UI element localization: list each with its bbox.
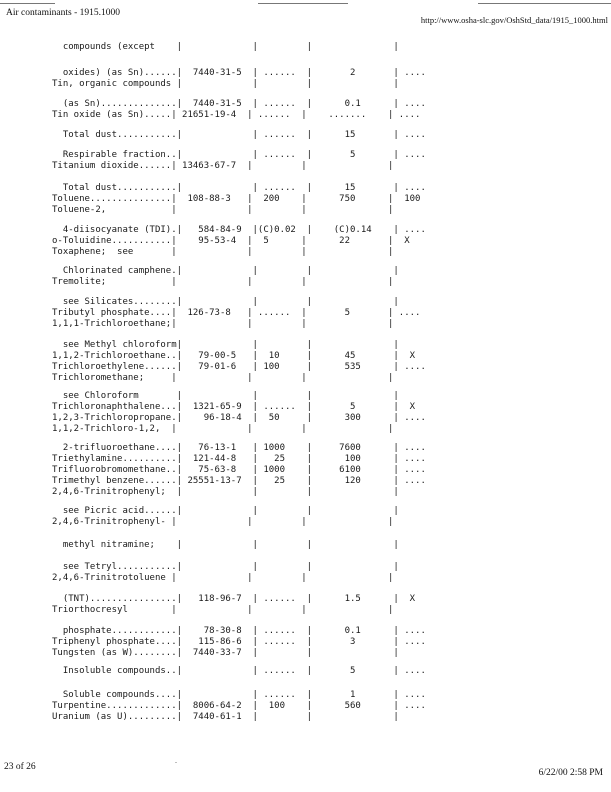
table-row-line: methyl nitramine; | | | | bbox=[52, 540, 399, 550]
table-row-line: (as Sn)..............| 7440-31-5 | ...... | 0.1 | .... bbox=[52, 99, 426, 109]
table-row-line: 2,4,6-Trinitrophenyl; | | | | bbox=[52, 487, 399, 497]
table-row-line: Tin oxide (as Sn).....| 21651-19-4 | ...... | ....... | .... bbox=[52, 110, 421, 120]
page-number: 23 of 26 bbox=[4, 762, 36, 772]
table-row-line: Toluene-2, | | | | bbox=[52, 205, 394, 215]
table-row-line: Triorthocresyl | | | | bbox=[52, 605, 394, 615]
table-row-line: Triethylamine..........| 121-44-8 | 25 | 100 | .... bbox=[52, 454, 426, 464]
table-row-line: Total dust...........| | ...... | 15 | .... bbox=[52, 130, 426, 140]
print-timestamp: 6/22/00 2:58 PM bbox=[538, 768, 603, 778]
table-row-line: 2,4,6-Trinitrophenyl- | | | | bbox=[52, 517, 394, 527]
table-row-line: phosphate............| 78-30-8 | ...... | 0.1 | .... bbox=[52, 626, 426, 636]
table-row-line: see Silicates........| | | | bbox=[52, 297, 399, 307]
table-row-line: Soluble compounds....| | ...... | 1 | .... bbox=[52, 690, 426, 700]
table-row-line: Toluene...............| 108-88-3 | 200 | 750 | 100 bbox=[52, 194, 421, 204]
table-row-line: 4-diisocyanate (TDI).| 584-84-9 |(C)0.02 | (C)0.14 | .... bbox=[52, 225, 426, 235]
table-row-line: see Chloroform | | | | bbox=[52, 391, 399, 401]
page-title: Air contaminants - 1915.1000 bbox=[6, 8, 120, 18]
table-row-line: compounds (except | | | | bbox=[52, 42, 399, 52]
table-row-line: 1,1,2-Trichloro-1,2, | | | | bbox=[52, 424, 394, 434]
table-row-line: Tributyl phosphate....| 126-73-8 | ...... | 5 | .... bbox=[52, 308, 421, 318]
table-row-line: Insoluble compounds..| | ...... | 5 | .... bbox=[52, 666, 426, 676]
table-row-line: Tungsten (as W)........| 7440-33-7 | | | bbox=[52, 648, 399, 658]
table-row-line: Tremolite; | | | | bbox=[52, 277, 394, 287]
table-row-line: Trichloronaphthalene...| 1321-65-9 | ...... | 5 | X bbox=[52, 402, 416, 412]
table-row-line: Uranium (as U).........| 7440-61-1 | | | bbox=[52, 712, 399, 722]
table-row-line: Titanium dioxide......| 13463-67-7 | | | bbox=[52, 161, 394, 171]
table-row-line: Trifluorobromomethane..| 75-63-8 | 1000 | 6100 | .... bbox=[52, 465, 426, 475]
table-row-line: Toxaphene; see | | | | bbox=[52, 247, 394, 257]
table-row-line: Chlorinated camphene.| | | | bbox=[52, 266, 399, 276]
table-row-line: Respirable fraction..| | ...... | 5 | .... bbox=[52, 150, 426, 160]
table-row-line: o-Toluidine...........| 95-53-4 | 5 | 22 | X bbox=[52, 236, 410, 246]
table-row-line: see Methyl chloroform| | | | bbox=[52, 340, 399, 350]
table-row-line: 2,4,6-Trinitrotoluene | | | | bbox=[52, 573, 394, 583]
table-row-line: see Picric acid......| | | | bbox=[52, 506, 399, 516]
table-row-line: Total dust...........| | ...... | 15 | .... bbox=[52, 183, 426, 193]
table-row-line: 2-trifluoroethane....| 76-13-1 | 1000 | 7600 | .... bbox=[52, 443, 426, 453]
table-row-line: see Tetryl...........| | | | bbox=[52, 562, 399, 572]
table-row-line: (TNT)................| 118-96-7 | ...... | 1.5 | X bbox=[52, 594, 416, 604]
table-row-line: Trimethyl benzene......| 25551-13-7 | 25 | 120 | .... bbox=[52, 476, 426, 486]
table-row-line: Tin, organic compounds | | | | bbox=[52, 79, 399, 89]
table-row-line: 1,2,3-Trichloropropane.| 96-18-4 | 50 | 300 | .... bbox=[52, 413, 426, 423]
table-row-line: Turpentine.............| 8006-64-2 | 100 | 560 | .... bbox=[52, 701, 426, 711]
footer-mark: . bbox=[175, 756, 177, 765]
table-row-line: 1,1,2-Trichloroethane..| 79-00-5 | 10 | 45 | X bbox=[52, 351, 416, 361]
table-row-line: oxides) (as Sn)......| 7440-31-5 | ...... | 2 | .... bbox=[52, 68, 426, 78]
table-row-line: 1,1,1-Trichloroethane;| | | | bbox=[52, 319, 394, 329]
table-row-line: Triphenyl phosphate....| 115-86-6 | ...... | 3 | .... bbox=[52, 637, 426, 647]
page-url[interactable]: http://www.osha-slc.gov/OshStd_data/1915_1000.html bbox=[420, 15, 608, 25]
table-row-line: Trichloromethane; | | | | bbox=[52, 373, 394, 383]
table-row-line: Trichloroethylene......| 79-01-6 | 100 | 535 | .... bbox=[52, 362, 426, 372]
